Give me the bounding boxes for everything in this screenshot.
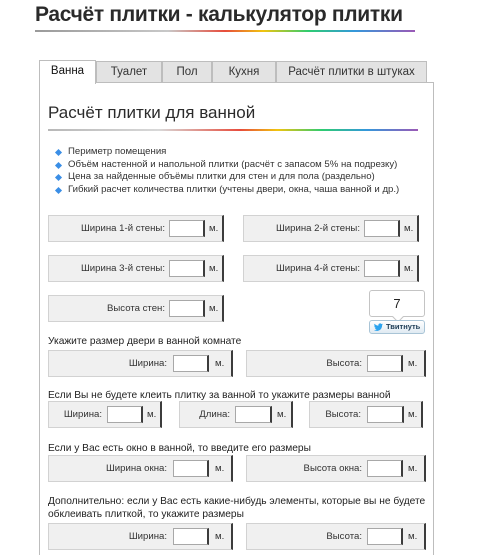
window-height-field-group bbox=[246, 455, 426, 482]
wall1-field-group bbox=[48, 215, 224, 242]
door-height-label: Высота: bbox=[326, 358, 362, 369]
door-width-unit: м. bbox=[215, 358, 225, 369]
wall-height-field-group bbox=[48, 295, 224, 322]
wall4-field-group bbox=[243, 255, 419, 282]
wall2-field-group bbox=[243, 215, 419, 242]
feature-item bbox=[56, 184, 399, 197]
wall1-unit: м. bbox=[209, 223, 219, 234]
extra-height-input[interactable] bbox=[367, 528, 403, 545]
window-height-label: Высота окна: bbox=[303, 463, 362, 474]
tweet-button[interactable] bbox=[369, 320, 425, 334]
extra-width-label: Ширина: bbox=[128, 531, 167, 542]
wall1-label: Ширина 1-й стены: bbox=[81, 223, 165, 234]
bath-width-unit: м. bbox=[147, 409, 157, 420]
bath-height-field-group bbox=[309, 401, 423, 428]
door-width-field-group bbox=[48, 350, 233, 377]
window-width-field-group bbox=[48, 455, 233, 482]
wall4-unit: м. bbox=[404, 263, 414, 274]
wall-height-label: Высота стен: bbox=[107, 303, 165, 314]
feature-text: Цена за найденные объёмы плитки для стен и для пола (раздельно) bbox=[68, 171, 375, 182]
tweet-count: 7 bbox=[369, 290, 425, 317]
wall-height-input[interactable] bbox=[169, 300, 205, 317]
title-rainbow-divider bbox=[35, 30, 415, 32]
bath-length-input[interactable] bbox=[235, 406, 272, 423]
door-height-input[interactable] bbox=[367, 355, 403, 372]
page-title: Расчёт плитки - калькулятор плитки bbox=[35, 3, 403, 26]
wall3-width-input[interactable] bbox=[169, 260, 205, 277]
bath-length-label: Длина: bbox=[199, 409, 230, 420]
feature-list bbox=[56, 146, 399, 196]
extra-height-label: Высота: bbox=[326, 531, 362, 542]
bath-height-unit: м. bbox=[408, 409, 418, 420]
window-prompt: Если у Вас есть окно в ванной, то введите его размеры bbox=[48, 443, 311, 454]
bath-length-field-group bbox=[179, 401, 293, 428]
feature-item bbox=[56, 146, 399, 159]
wall4-label: Ширина 4-й стены: bbox=[276, 263, 360, 274]
tab-tile-count[interactable]: Расчёт плитки в штуках bbox=[276, 61, 427, 83]
feature-text: Периметр помещения bbox=[68, 146, 167, 157]
tab-toilet[interactable]: Туалет bbox=[96, 61, 162, 83]
wall4-width-input[interactable] bbox=[364, 260, 400, 277]
door-width-label: Ширина: bbox=[128, 358, 167, 369]
wall1-width-input[interactable] bbox=[169, 220, 205, 237]
wall3-unit: м. bbox=[209, 263, 219, 274]
bullet-icon bbox=[55, 161, 62, 168]
bath-prompt: Если Вы не будете клеить плитку за ванной то укажите размеры ванной bbox=[48, 390, 391, 401]
wall2-label: Ширина 2-й стены: bbox=[276, 223, 360, 234]
section-title: Расчёт плитки для ванной bbox=[48, 103, 256, 122]
extra-prompt-line2: обклеивать плиткой, то укажите размеры bbox=[48, 509, 244, 520]
door-prompt: Укажите размер двери в ванной комнате bbox=[48, 336, 242, 347]
bath-width-input[interactable] bbox=[107, 406, 143, 423]
wall2-unit: м. bbox=[404, 223, 414, 234]
tab-floor[interactable]: Пол bbox=[162, 61, 212, 83]
bath-height-input[interactable] bbox=[367, 406, 404, 423]
feature-item bbox=[56, 159, 399, 172]
wall3-label: Ширина 3-й стены: bbox=[81, 263, 165, 274]
extra-height-field-group bbox=[246, 523, 426, 550]
bath-width-field-group bbox=[48, 401, 162, 428]
extra-width-input[interactable] bbox=[173, 528, 209, 545]
wall3-field-group bbox=[48, 255, 224, 282]
bullet-icon bbox=[55, 186, 62, 193]
bath-length-unit: м. bbox=[277, 409, 287, 420]
wall2-width-input[interactable] bbox=[364, 220, 400, 237]
bath-width-label: Ширина: bbox=[63, 409, 102, 420]
extra-prompt-line1: Дополнительно: если у Вас есть какие-нибудь элементы, которые вы не будете bbox=[48, 496, 426, 507]
bath-height-label: Высота: bbox=[325, 409, 361, 420]
tab-kitchen[interactable]: Кухня bbox=[212, 61, 276, 83]
section-rainbow-divider bbox=[48, 129, 418, 131]
door-height-unit: м. bbox=[408, 358, 418, 369]
tweet-button-label: Твитнуть bbox=[386, 322, 421, 331]
twitter-bird-icon bbox=[374, 323, 383, 331]
wall-height-unit: м. bbox=[209, 303, 219, 314]
feature-text: Гибкий расчет количества плитки (учтены двери, окна, чаша ванной и др.) bbox=[68, 183, 400, 195]
window-height-input[interactable] bbox=[367, 460, 403, 477]
feature-text: Объём настенной и напольной плитки (расчёт с запасом 5% на подрезку) bbox=[68, 158, 398, 170]
extra-width-field-group bbox=[48, 523, 233, 550]
window-height-unit: м. bbox=[408, 463, 418, 474]
extra-width-unit: м. bbox=[215, 531, 225, 542]
extra-height-unit: м. bbox=[408, 531, 418, 542]
door-width-input[interactable] bbox=[173, 355, 209, 372]
window-width-input[interactable] bbox=[173, 460, 209, 477]
bullet-icon bbox=[55, 174, 62, 181]
bullet-icon bbox=[55, 149, 62, 156]
door-height-field-group bbox=[246, 350, 426, 377]
window-width-label: Ширина окна: bbox=[106, 463, 167, 474]
tab-bath[interactable]: Ванна bbox=[39, 60, 96, 84]
window-width-unit: м. bbox=[215, 463, 225, 474]
feature-item bbox=[56, 171, 399, 184]
